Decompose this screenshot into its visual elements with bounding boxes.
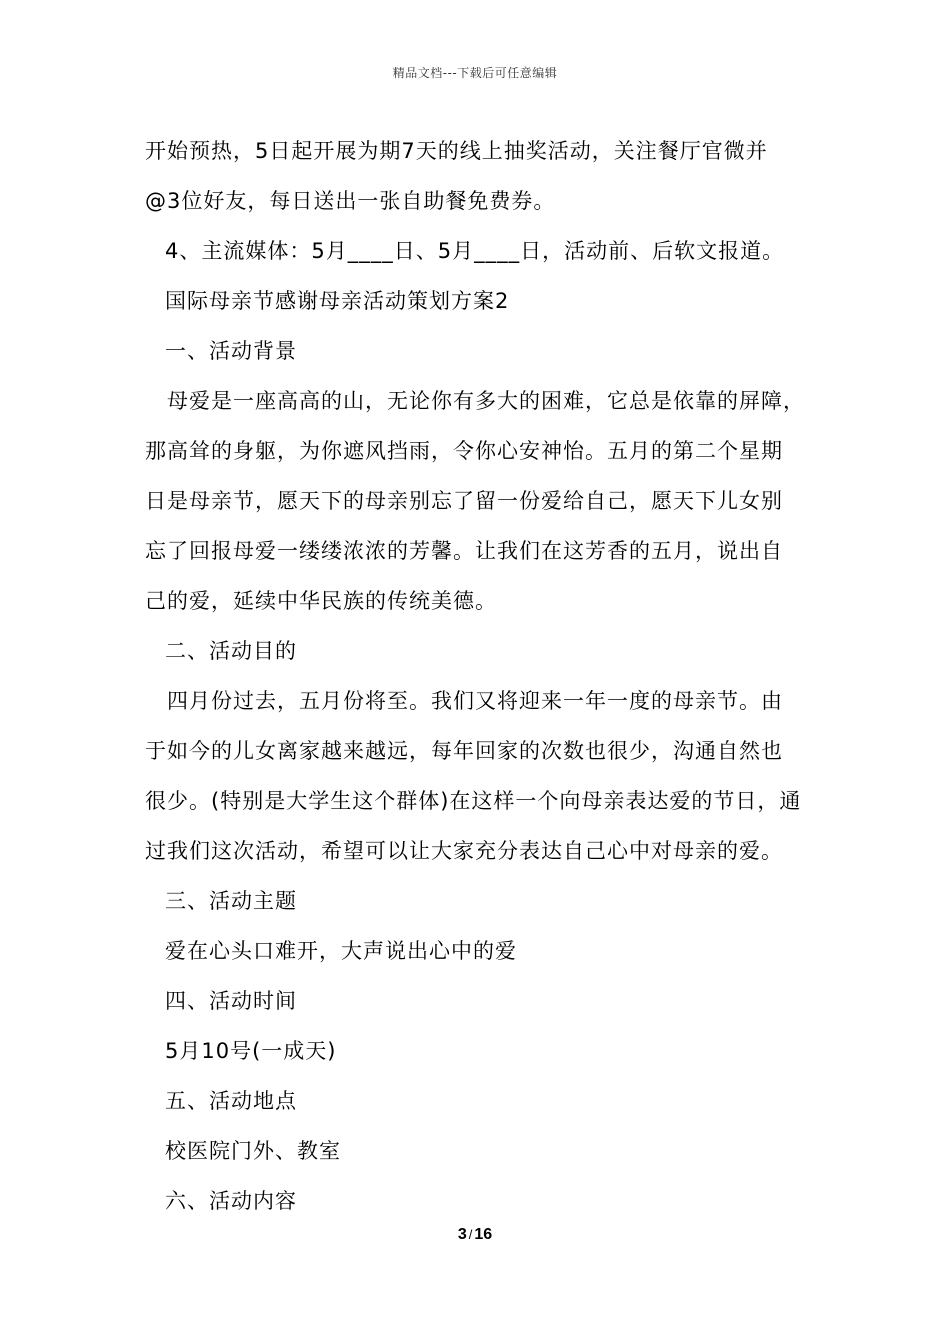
page-number <box>0 1226 950 1244</box>
body-line: 5月10号(一成天) <box>165 1039 337 1063</box>
section-title: 国际母亲节感谢母亲活动策划方案2 <box>165 289 510 313</box>
page-separator: / <box>468 1227 473 1242</box>
current-page: 3 <box>457 1226 467 1243</box>
body-line: 开始预热，5日起开展为期7天的线上抽奖活动，关注餐厅官微并 <box>145 139 768 163</box>
body-line: @3位好友，每日送出一张自助餐免费券。 <box>145 189 556 213</box>
section-heading: 一、活动背景 <box>165 339 297 363</box>
body-line: 己的爱，延续中华民族的传统美德。 <box>145 589 497 613</box>
section-heading: 六、活动内容 <box>165 1189 297 1213</box>
body-line: 忘了回报母爱一缕缕浓浓的芳馨。让我们在这芳香的五月，说出自 <box>145 539 783 563</box>
page-header: 精品文档---下载后可任意编辑 <box>392 66 558 80</box>
body-line: 母爱是一座高高的山，无论你有多大的困难，它总是依靠的屏障， <box>167 389 805 413</box>
body-line: 那高耸的身躯，为你遮风挡雨，令你心安神怡。五月的第二个星期 <box>145 439 783 463</box>
total-pages: 16 <box>474 1226 493 1243</box>
body-line: 四月份过去，五月份将至。我们又将迎来一年一度的母亲节。由 <box>167 689 783 713</box>
document-body <box>145 126 815 1226</box>
body-line: 4、主流媒体：5月____日、5月____日，活动前、后软文报道。 <box>165 239 785 263</box>
section-heading: 五、活动地点 <box>165 1089 297 1113</box>
body-line: 爱在心头口难开，大声说出心中的爱 <box>165 939 517 963</box>
body-line: 很少。(特别是大学生这个群体)在这样一个向母亲表达爱的节日，通 <box>145 789 802 813</box>
section-heading: 三、活动主题 <box>165 889 297 913</box>
body-line: 校医院门外、教室 <box>165 1139 341 1163</box>
section-heading: 二、活动目的 <box>165 639 297 663</box>
body-line: 于如今的儿女离家越来越远，每年回家的次数也很少，沟通自然也 <box>145 739 783 763</box>
body-line: 过我们这次活动，希望可以让大家充分表达自己心中对母亲的爱。 <box>145 839 783 863</box>
section-heading: 四、活动时间 <box>165 989 297 1013</box>
body-line: 日是母亲节，愿天下的母亲别忘了留一份爱给自己，愿天下儿女别 <box>145 489 783 513</box>
